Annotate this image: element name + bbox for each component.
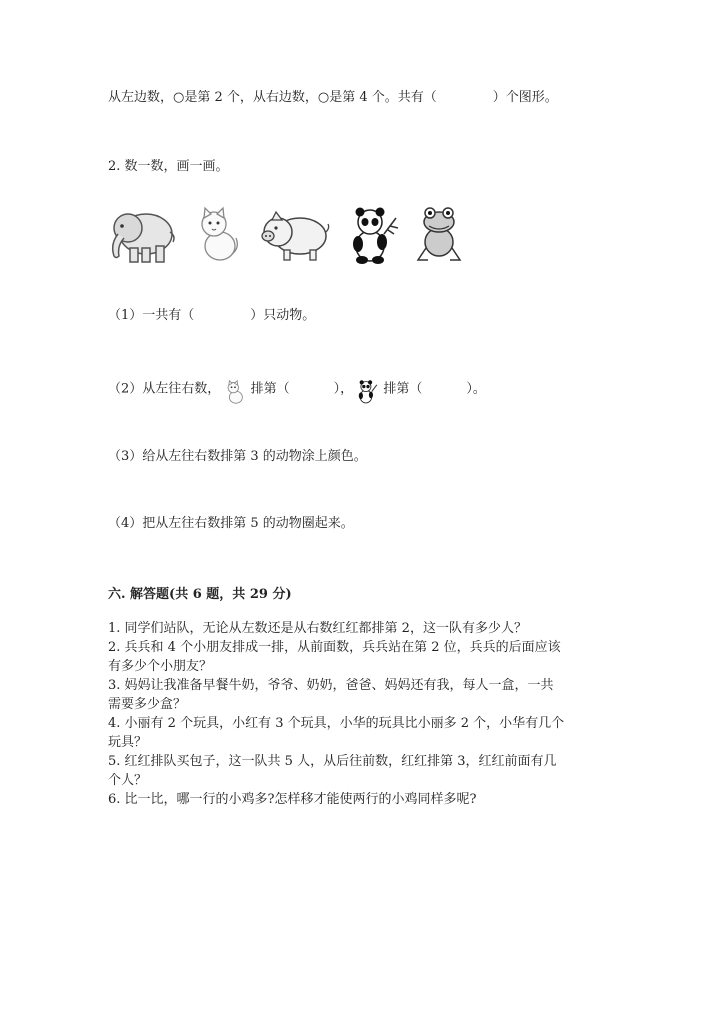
intro-question [108,88,558,107]
circle-shape-1: ○ [173,90,185,105]
problem-5-line-1: 5. 红红排队买包子，这一队共 5 人，从后往前数，红红排第 3，红红前面有几 [108,754,557,769]
problem-2-line-2: 有多少个小朋友？ [108,659,213,674]
intro-text-1: 从左边数， [108,90,174,105]
cat-icon [224,379,246,405]
q2-title: 2. 数一数，画一画。 [108,159,229,174]
word-problems [108,619,608,809]
problem-3-line-1: 3. 妈妈让我准备早餐牛奶，爷爷、奶奶，爸爸、妈妈还有我，每人一盒，一共 [108,678,554,693]
intro-text-4: ）个图形。 [492,90,558,105]
problem-6: 6. 比一比，哪一行的小鸡多?怎样移才能使两行的小鸡同样多呢? [108,792,477,807]
section-heading: 六. 解答题(共 6 题，共 29 分) [108,587,292,602]
frog-icon [414,204,464,266]
sub2-text-mid3: 排第（ [383,381,423,397]
intro-text-2: 是第 2 个，从右边数， [184,90,318,105]
problem-4-line-1: 4. 小丽有 2 个玩具，小红有 3 个玩具，小华的玩具比小丽多 2 个，小华有几个 [108,716,565,731]
panda-icon [357,379,379,405]
sub1-text-pre: （1）一共有（ [108,308,195,323]
intro-text-3: 是第 4 个。共有（ [329,90,437,105]
circle-shape-2: ○ [317,90,330,105]
sub2-text-post: ）。 [466,381,486,397]
sub2-text-mid2: ）， [333,381,354,397]
cat-icon [194,204,242,264]
problem-4-line-2: 玩具？ [108,735,148,750]
q2-sub3: （3）给从左往右数排第 3 的动物涂上颜色。 [108,449,367,464]
panda-icon [350,204,400,266]
q2-sub1 [108,306,315,325]
problem-1: 1. 同学们站队，无论从左数还是从右数红红都排第 2，这一队有多少人？ [108,621,527,636]
sub2-text-pre: （2）从左往右数， [108,381,221,397]
problem-5-line-2: 个人？ [108,773,148,788]
problem-2-line-1: 2. 兵兵和 4 个小朋友排成一排，从前面数，兵兵站在第 2 位，兵兵的后面应该 [108,640,561,655]
pig-icon [258,204,330,266]
q2-sub4: （4）把从左往右数排第 5 的动物圈起来。 [108,516,354,531]
elephant-icon [106,204,178,266]
sub2-text-mid1: 排第（ [250,381,290,397]
q2-sub2 [108,373,486,405]
problem-3-line-2: 需要多少盒？ [108,697,187,712]
sub1-text-post: ）只动物。 [250,308,316,323]
